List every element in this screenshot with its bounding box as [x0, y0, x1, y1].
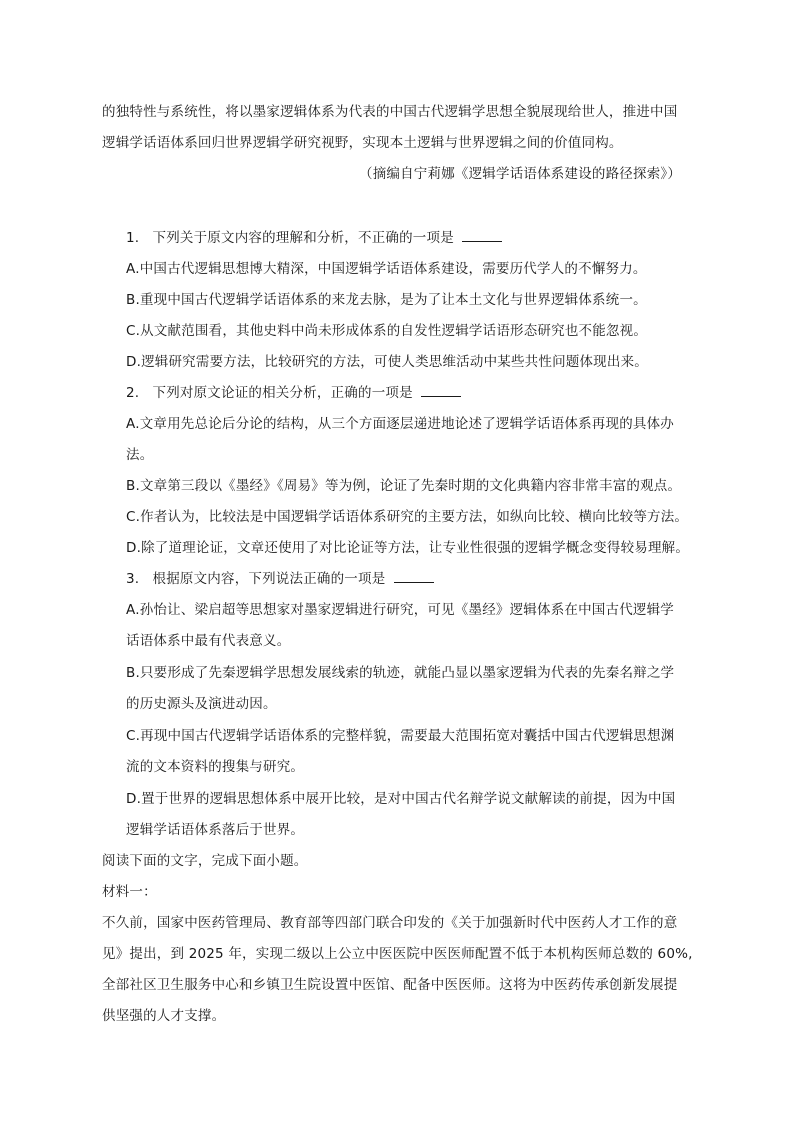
- question-3-option-d-cont: 逻辑学话语体系落后于世界。: [126, 822, 305, 838]
- question-2-option-b: B.文章第三段以《墨经》《周易》等为例，论证了先秦时期的文化典籍内容非常丰富的观点。: [126, 478, 682, 494]
- question-3-option-b-cont: 的历史源头及演进动因。: [126, 696, 277, 712]
- question-1-option-d: D.逻辑研究需要方法，比较研究的方法，可使人类思维活动中某些共性问题体现出来。: [126, 354, 648, 370]
- question-2-stem: [126, 384, 461, 402]
- question-3-stem: [126, 570, 434, 588]
- answer-blank[interactable]: [462, 229, 502, 242]
- question-text: 下列关于原文内容的理解和分析，不正确的一项是: [152, 230, 454, 246]
- question-2-option-c: C.作者认为，比较法是中国逻辑学话语体系研究的主要方法，如纵向比较、横向比较等方法。: [126, 509, 689, 525]
- question-number: 1.: [126, 230, 140, 246]
- answer-blank[interactable]: [421, 384, 461, 397]
- question-1-option-a: A.中国古代逻辑思想博大精深，中国逻辑学话语体系建设，需要历代学人的不懈努力。: [126, 261, 647, 277]
- source-citation: （摘编自宁莉娜《逻辑学话语体系建设的路径探索》）: [359, 166, 682, 182]
- question-3-option-a-cont: 话语体系中最有代表意义。: [126, 633, 291, 649]
- material-line-4: 供坚强的人才支撑。: [102, 1008, 226, 1024]
- answer-blank[interactable]: [394, 570, 434, 583]
- question-1-option-c: C.从文献范围看，其他史料中尚未形成体系的自发性逻辑学话语形态研究也不能忽视。: [126, 323, 648, 339]
- intro-line-1: 的独特性与系统性，将以墨家逻辑体系为代表的中国古代逻辑学思想全貌展现给世人，推进中国: [102, 104, 678, 120]
- reading-instruction: 阅读下面的文字，完成下面小题。: [102, 853, 308, 869]
- material-line-1: 不久前，国家中医药管理局、教育部等四部门联合印发的《关于加强新时代中医药人才工作的意: [102, 915, 678, 931]
- material-label: 材料一：: [102, 884, 157, 900]
- question-1-stem: [126, 229, 502, 247]
- question-number: 3.: [126, 571, 140, 587]
- material-line-2: 见》提出，到 2025 年，实现二级以上公立中医医院中医医师配置不低于本机构医师总数的 60%,: [102, 946, 693, 962]
- question-2-option-a-cont: 法。: [126, 447, 154, 463]
- question-3-option-d: D.置于世界的逻辑思想体系中展开比较，是对中国古代名辩学说文献解读的前提，因为中国: [126, 791, 676, 807]
- question-3-option-c-cont: 流的文本资料的搜集与研究。: [126, 759, 305, 775]
- question-number: 2.: [126, 385, 140, 401]
- question-2-option-d: D.除了道理论证，文章还使用了对比论证等方法，让专业性很强的逻辑学概念变得较易理解。: [126, 540, 690, 556]
- question-2-option-a: A.文章用先总论后分论的结构，从三个方面逐层递进地论述了逻辑学话语体系再现的具体办: [126, 416, 674, 432]
- question-3-option-b: B.只要形成了先秦逻辑学思想发展线索的轨迹，就能凸显以墨家逻辑为代表的先秦名辩之学: [126, 665, 675, 681]
- material-line-3: 全部社区卫生服务中心和乡镇卫生院设置中医馆、配备中医医师。这将为中医药传承创新发展提: [102, 977, 678, 993]
- question-text: 下列对原文论证的相关分析，正确的一项是: [152, 385, 413, 401]
- question-3-option-c: C.再现中国古代逻辑学话语体系的完整样貌，需要最大范围拓宽对囊括中国古代逻辑思想渊: [126, 728, 675, 744]
- question-3-option-a: A.孙怡让、梁启超等思想家对墨家逻辑进行研究，可见《墨经》逻辑体系在中国古代逻辑学: [126, 602, 674, 618]
- intro-line-2: 逻辑学话语体系回归世界逻辑学研究视野，实现本土逻辑与世界逻辑之间的价值同构。: [102, 135, 623, 151]
- question-1-option-b: B.重现中国古代逻辑学话语体系的来龙去脉，是为了让本土文化与世界逻辑体系统一。: [126, 292, 647, 308]
- question-text: 根据原文内容，下列说法正确的一项是: [152, 571, 386, 587]
